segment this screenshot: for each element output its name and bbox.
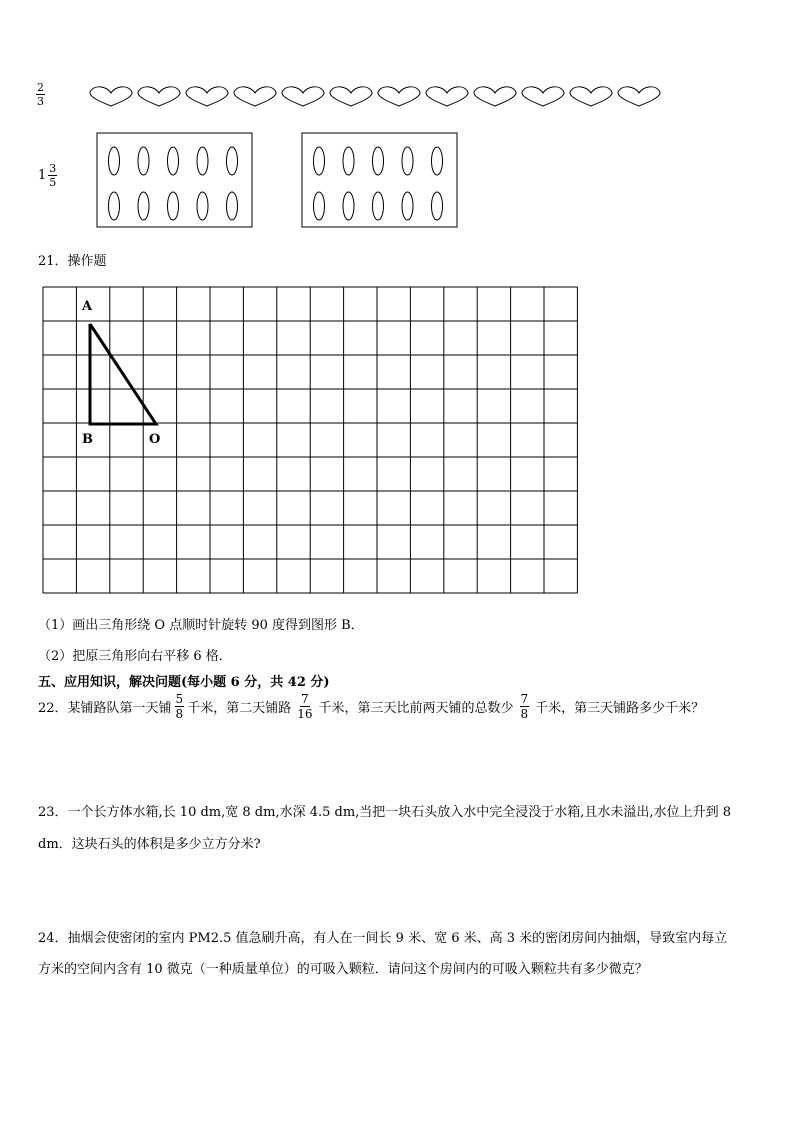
q22-part-2: 千米，第二天铺路 bbox=[187, 701, 292, 716]
fraction bbox=[36, 82, 45, 107]
oval-shape bbox=[343, 147, 354, 175]
heart-shape bbox=[378, 87, 420, 106]
q22-text bbox=[38, 693, 704, 720]
oval-boxes bbox=[96, 132, 460, 230]
oval-shape bbox=[373, 192, 384, 220]
fraction-denominator: 8 bbox=[520, 707, 529, 721]
q22-part-1: 22．某铺路队第一天铺 bbox=[38, 701, 172, 716]
fraction-numerator: 7 bbox=[301, 692, 309, 706]
heart-shape bbox=[282, 87, 324, 106]
oval-shape bbox=[227, 147, 238, 175]
oval-shape bbox=[314, 192, 325, 220]
grid-figure bbox=[42, 286, 578, 594]
heart-shape bbox=[330, 87, 372, 106]
triangle bbox=[90, 324, 156, 424]
fraction-denominator: 16 bbox=[297, 707, 313, 721]
section-5-heading: 五、应用知识，解决问题(每小题 6 分，共 42 分) bbox=[38, 675, 330, 690]
heart-shape bbox=[90, 87, 132, 106]
oval-shape bbox=[402, 192, 413, 220]
one-three-fifths-label bbox=[38, 163, 60, 188]
q22-part-3: 千米，第三天比前两天铺的总数少 bbox=[318, 701, 514, 716]
q22-fraction-2 bbox=[297, 693, 312, 720]
heart-shape bbox=[522, 87, 564, 106]
heart-shape bbox=[474, 87, 516, 106]
fraction-denominator: 5 bbox=[49, 176, 57, 189]
oval-shape bbox=[168, 192, 179, 220]
point-o-label: O bbox=[149, 432, 161, 447]
hearts-row bbox=[86, 84, 666, 114]
mixed-number-whole: 1 bbox=[38, 168, 47, 183]
q21-instruction-1: （1）画出三角形绕 O 点顺时针旋转 90 度得到图形 B． bbox=[38, 618, 364, 633]
q23-line-1: 23．一个长方体水箱,长 10 dm,宽 8 dm,水深 4.5 dm,当把一块石头放入水中完全浸没于水箱,且水未溢出,水位上升到 8 bbox=[38, 805, 731, 820]
grid-lines bbox=[43, 287, 577, 593]
heart-shape bbox=[618, 87, 660, 106]
q21-instruction-2: （2）把原三角形向右平移 6 格． bbox=[38, 649, 232, 664]
heart-shape bbox=[570, 87, 612, 106]
heart-shape bbox=[426, 87, 468, 106]
oval-shape bbox=[138, 192, 149, 220]
q21-title: 21．操作题 bbox=[38, 254, 107, 269]
oval-shape bbox=[227, 192, 238, 220]
two-thirds-label bbox=[36, 82, 45, 107]
oval-shape bbox=[138, 147, 149, 175]
fraction bbox=[48, 163, 57, 188]
point-a-label: A bbox=[82, 299, 93, 314]
oval-shape bbox=[168, 147, 179, 175]
oval-shape bbox=[197, 192, 208, 220]
oval-shape bbox=[314, 147, 325, 175]
oval-shape bbox=[343, 192, 354, 220]
q24-line-1: 24．抽烟会使密闭的室内 PM2.5 值急刷升高，有人在一间长 9 米、宽 6 米、高 3 米的密闭房间内抽烟，导致室内每立 bbox=[38, 931, 728, 946]
q24-line-2: 方米的空间内含有 10 微克（一种质量单位）的可吸入颗粒．请问这个房间内的可吸入颗粒共有多少微克？ bbox=[38, 962, 648, 977]
q23-line-2: dm．这块石头的体积是多少立方分米? bbox=[38, 837, 261, 852]
fraction-numerator: 5 bbox=[175, 692, 184, 706]
fraction-denominator: 3 bbox=[37, 95, 44, 108]
q22-part-4: 千米，第三天铺路多少千米？ bbox=[535, 701, 705, 716]
fraction-numerator: 2 bbox=[37, 81, 44, 94]
oval-shape bbox=[109, 192, 120, 220]
oval-shape bbox=[432, 147, 443, 175]
q22-fraction-1 bbox=[175, 693, 185, 720]
point-b-label: B bbox=[82, 432, 93, 447]
oval-shape bbox=[109, 147, 120, 175]
oval-shape bbox=[373, 147, 384, 175]
heart-shape bbox=[186, 87, 228, 106]
fraction-denominator: 8 bbox=[175, 707, 184, 721]
oval-shape bbox=[402, 147, 413, 175]
fraction-numerator: 3 bbox=[49, 162, 57, 175]
q22-fraction-3 bbox=[520, 693, 530, 720]
heart-shape bbox=[234, 87, 276, 106]
fraction-numerator: 7 bbox=[520, 692, 529, 706]
oval-shape bbox=[432, 192, 443, 220]
oval-shape bbox=[197, 147, 208, 175]
heart-shape bbox=[138, 87, 180, 106]
